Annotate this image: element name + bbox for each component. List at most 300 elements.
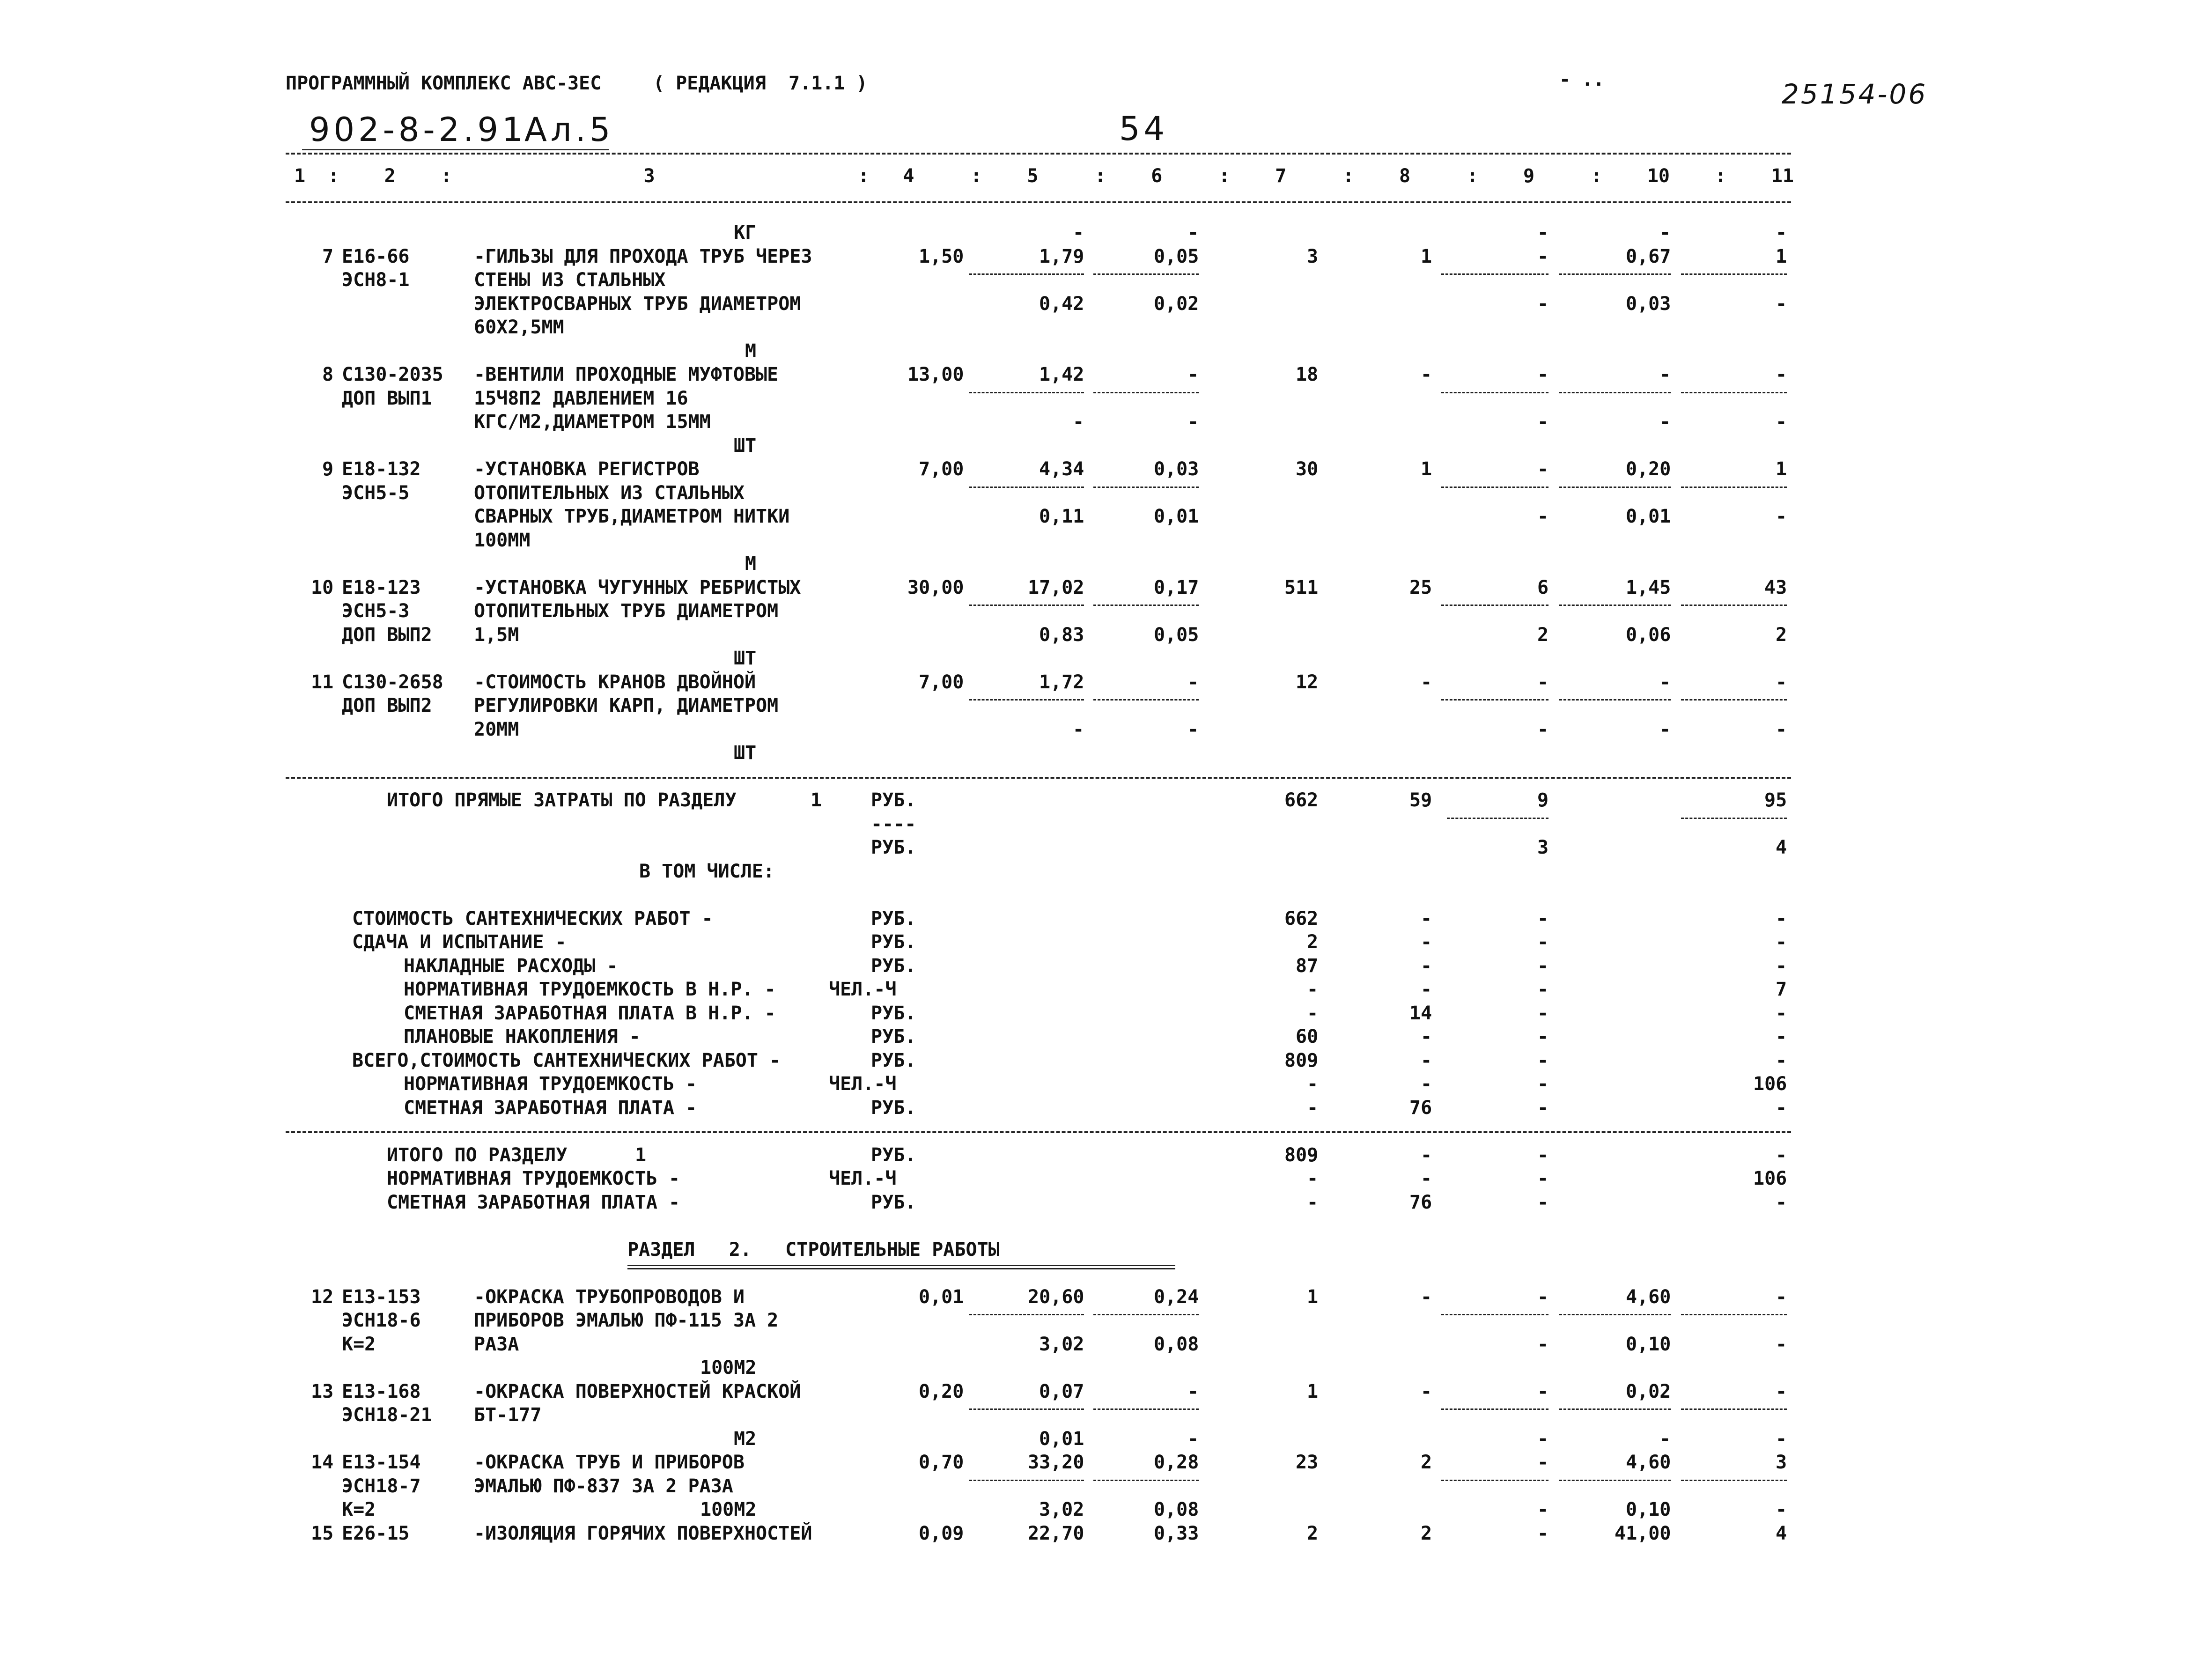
cell-c8: - [1421,1286,1432,1308]
cell-c9: - [1537,1026,1549,1047]
sub-rule [1681,273,1787,275]
sub-rule [1093,699,1199,700]
cell-vtom: В ТОМ ЧИСЛЕ: [639,861,774,882]
sub-rule [1093,273,1199,275]
cell-c5: 3,02 [1039,1334,1084,1355]
cell-desc: РЕГУЛИРОВКИ КАРП, ДИАМЕТРОМ [474,695,779,716]
cell-c7: 30 [1296,458,1319,480]
cell-code: Е13-154 [342,1452,421,1473]
cell-c9: - [1537,293,1549,315]
cell-c8: - [1421,1050,1432,1071]
sub-rule [969,699,1084,700]
cell-c7: 1 [1307,1286,1319,1308]
cell-code: ЭСН5-3 [342,600,410,622]
cell-c8: - [1421,364,1432,385]
cell-code: ДОП ВЫП2 [342,695,432,716]
cell-c11: 1 [1776,246,1787,267]
sub-rule [1681,699,1787,700]
section-2-underline [627,1265,1175,1269]
cell-c9: - [1537,671,1549,693]
sub-rule [1681,487,1787,488]
cell-lblA: СДАЧА И ИСПЫТАНИЕ - [352,931,567,953]
cell-c11: - [1776,931,1787,953]
cell-c7: 12 [1296,671,1319,693]
cell-desc: КГС/М2,ДИАМЕТРОМ 15ММ [474,411,711,433]
cell-desc: 1,5М [474,624,519,646]
cell-c9: - [1537,719,1549,740]
cell-c6: 0,08 [1154,1499,1199,1520]
cell-c6: - [1187,364,1199,385]
cell-unit: ШТ [734,435,757,457]
cell-c7: 662 [1284,789,1319,811]
cell-c11: - [1776,1499,1787,1520]
cell-desc: -ОКРАСКА ТРУБОПРОВОДОВ И [474,1286,745,1308]
cell-c9: - [1537,1523,1549,1544]
cell-c5: 22,70 [1028,1523,1084,1544]
sub-rule [1441,1314,1548,1315]
cell-unit: КГ [734,222,757,243]
cell-lblB: ПЛАНОВЫЕ НАКОПЛЕНИЯ - [404,1026,641,1047]
cell-c11: - [1776,1192,1787,1213]
cell-c8: 2 [1421,1523,1432,1544]
sub-rule [1559,605,1671,606]
cell-code: ДОП ВЫП2 [342,624,432,646]
cell-c9: - [1537,1097,1549,1119]
cell-c11: - [1776,908,1787,929]
cell-dsh: РУБ. [871,1144,916,1166]
sub-rule [1441,1408,1548,1410]
cell-num: 7 [322,246,334,267]
cell-desc: ПРИБОРОВ ЭМАЛЬЮ ПФ-115 ЗА 2 [474,1310,779,1331]
cell-desc: -ИЗОЛЯЦИЯ ГОРЯЧИХ ПОВЕРХНОСТЕЙ [474,1523,812,1544]
cell-num: 15 [311,1523,334,1544]
cell-c11: 7 [1776,979,1787,1000]
cell-c11: - [1776,1144,1787,1166]
sub-rule [1559,699,1671,700]
sub-rule [1559,1408,1671,1410]
cell-unit: ШТ [734,742,757,764]
cell-c10: 4,60 [1626,1286,1671,1308]
cell-num: 10 [311,577,334,598]
cell-num: 8 [322,364,334,385]
cell-code: ЭСН5-5 [342,482,410,504]
cell-c5: - [1073,719,1084,740]
cell-c5: 0,01 [1039,1428,1084,1450]
cell-c11: - [1776,411,1787,433]
cell-c9: - [1537,1452,1549,1473]
cell-desc: -ОКРАСКА ТРУБ И ПРИБОРОВ [474,1452,745,1473]
cell-c6: 0,01 [1154,506,1199,527]
cell-c11: - [1776,1381,1787,1402]
sub-rule [1093,605,1199,606]
cell-c10: 0,06 [1626,624,1671,646]
sub-rule [1681,1314,1787,1315]
cell-c11: - [1776,1097,1787,1119]
sub-rule [1559,1480,1671,1481]
cell-c6: 0,33 [1154,1523,1199,1544]
cell-c4: 13,00 [907,364,964,385]
cell-c7: 60 [1296,1026,1319,1047]
cell-c8: - [1421,955,1432,977]
cell-c11: - [1776,671,1787,693]
sub-rule [1441,1480,1548,1481]
cell-c8: - [1421,908,1432,929]
sub-rule [969,1408,1084,1410]
sub-rule [1441,487,1548,488]
cell-c5: 20,60 [1028,1286,1084,1308]
cell-c8: - [1421,931,1432,953]
cell-desc: СТЕНЫ ИЗ СТАЛЬНЫХ [474,269,666,291]
cell-c11: 1 [1776,458,1787,480]
cell-lblB: НАКЛАДНЫЕ РАСХОДЫ - [404,955,618,977]
totals-sub-rule [1447,818,1548,819]
cell-desc: -УСТАНОВКА ЧУГУННЫХ РЕБРИСТЫХ [474,577,801,598]
cell-c6: - [1187,719,1199,740]
cell-c7: 511 [1284,577,1319,598]
cell-desc: -ГИЛЬЗЫ ДЛЯ ПРОХОДА ТРУБ ЧЕРЕЗ [474,246,812,267]
sub-rule [969,1314,1084,1315]
cell-code: С130-2658 [342,671,443,693]
handwritten-ref: 25154-06 [1782,78,1928,110]
cell-c11: - [1776,222,1787,243]
cell-c7: - [1307,1168,1319,1189]
cell-c11: 4 [1776,1523,1787,1544]
sub-rule [1441,273,1548,275]
cell-dsh: РУБ. [871,1192,916,1213]
cell-c4: 0,09 [919,1523,964,1544]
cell-c9: - [1537,411,1549,433]
cell-uw: ЧЕЛ.-Ч [829,1168,897,1189]
doc-number: 902-8-2.91 [309,111,527,149]
cell-c5: 1,42 [1039,364,1084,385]
cell-dsh: ---- [871,813,916,835]
cell-desc: -ОКРАСКА ПОВЕРХНОСТЕЙ КРАСКОЙ [474,1381,801,1402]
cell-c6: - [1187,222,1199,243]
cell-c10: 0,02 [1626,1381,1671,1402]
cell-lblA: ВСЕГО,СТОИМОСТЬ САНТЕХНИЧЕСКИХ РАБОТ - [352,1050,781,1071]
cell-desc: -ВЕНТИЛИ ПРОХОДНЫЕ МУФТОВЫЕ [474,364,779,385]
cell-num: 11 [311,671,334,693]
cell-c8: - [1421,1144,1432,1166]
cell-c11: 3 [1776,1452,1787,1473]
cell-c11: 2 [1776,624,1787,646]
cell-c11: - [1776,1428,1787,1450]
cell-c9: - [1537,1168,1549,1189]
cell-c5: 0,42 [1039,293,1084,315]
cell-c9: 9 [1537,789,1549,811]
cell-c11: - [1776,1334,1787,1355]
cell-c7: 23 [1296,1452,1319,1473]
cell-c5: - [1073,222,1084,243]
cell-c11: 106 [1753,1073,1787,1095]
cell-c9: - [1537,955,1549,977]
cell-lbl: ИТОГО ПО РАЗДЕЛУ [387,1144,568,1166]
cell-c11: 4 [1776,837,1787,858]
cell-c9: - [1537,506,1549,527]
cell-c8: 76 [1409,1192,1432,1213]
program-title: ПРОГРАММНЫЙ КОМПЛЕКС АВС-3ЕС [286,73,602,94]
cell-c8: 2 [1421,1452,1432,1473]
cell-c5: 3,02 [1039,1499,1084,1520]
cell-c4: 30,00 [907,577,964,598]
cell-c7: - [1307,979,1319,1000]
page-number: 54 [1119,110,1169,148]
cell-c7: - [1307,1003,1319,1024]
cell-c9: - [1537,1073,1549,1095]
cell-uw: ЧЕЛ.-Ч [829,979,897,1000]
cell-c4: 7,00 [919,458,964,480]
totals-rule [286,777,1791,779]
cell-c8: 1 [1421,246,1432,267]
cell-dsh: РУБ. [871,1003,916,1024]
sub-rule [1093,392,1199,393]
sub-rule [1681,1480,1787,1481]
cell-num: 12 [311,1286,334,1308]
cell-lblB: СМЕТНАЯ ЗАРАБОТНАЯ ПЛАТА - [404,1097,697,1119]
cell-dsh: РУБ. [871,837,916,858]
cell-code: С130-2035 [342,364,443,385]
cell-dsh: РУБ. [871,1026,916,1047]
cell-lbl: НОРМАТИВНАЯ ТРУДОЕМКОСТЬ - [387,1168,680,1189]
cell-dsh: РУБ. [871,931,916,953]
sub-rule [1093,1480,1199,1481]
cell-c11: - [1776,1050,1787,1071]
cell-c8: 1 [1421,458,1432,480]
cell-unit: 100М2 [700,1357,757,1379]
cell-c8: - [1421,671,1432,693]
cell-unit: ШТ [734,648,757,669]
sub-rule [969,273,1084,275]
cell-c8: 25 [1409,577,1432,598]
cell-c9: - [1537,1192,1549,1213]
cell-c5: 0,11 [1039,506,1084,527]
cell-uw: ЧЕЛ.-Ч [829,1073,897,1095]
cell-c7: 2 [1307,931,1319,953]
cell-c5: 1,72 [1039,671,1084,693]
cell-c10: - [1659,1428,1671,1450]
sub-rule [1441,699,1548,700]
cell-c7: 2 [1307,1523,1319,1544]
cell-c5: 0,07 [1039,1381,1084,1402]
cell-c11: - [1776,955,1787,977]
sub-rule [1441,392,1548,393]
cell-c6: 0,05 [1154,246,1199,267]
cell-c10: - [1659,719,1671,740]
sub-rule [1681,605,1787,606]
cell-desc: ЭЛЕКТРОСВАРНЫХ ТРУБ ДИАМЕТРОМ [474,293,801,315]
sub-rule [1441,605,1548,606]
cell-unit: М2 [734,1428,757,1450]
cell-c7: 809 [1284,1050,1319,1071]
cell-c7: - [1307,1192,1319,1213]
sub-rule [969,392,1084,393]
cell-c11: 95 [1764,789,1787,811]
cell-c6: 0,02 [1154,293,1199,315]
cell-c9: - [1537,364,1549,385]
cell-unit: М [745,340,757,362]
cell-c11: 106 [1753,1168,1787,1189]
cell-c10: 0,03 [1626,293,1671,315]
cell-c10: 0,10 [1626,1334,1671,1355]
sub-rule [1093,1314,1199,1315]
cell-desc: 20ММ [474,719,519,740]
cell-c8: - [1421,1026,1432,1047]
cell-code: К=2 [342,1334,376,1355]
header-rule-top [286,153,1791,155]
cell-c10: - [1659,411,1671,433]
cell-c6: - [1187,1381,1199,1402]
cell-c4: 0,01 [919,1286,964,1308]
cell-dsh: РУБ. [871,1097,916,1119]
cell-desc: БТ-177 [474,1404,542,1426]
cell-c9: 2 [1537,624,1549,646]
cell-code: Е18-132 [342,458,421,480]
cell-c11: - [1776,1026,1787,1047]
cell-c11: - [1776,293,1787,315]
cell-lblB: НОРМАТИВНАЯ ТРУДОЕМКОСТЬ В Н.Р. - [404,979,776,1000]
cell-code: Е13-168 [342,1381,421,1402]
cell-code: ЭСН18-21 [342,1404,432,1426]
cell-c6: - [1187,1428,1199,1450]
cell-lbl: ИТОГО ПРЯМЫЕ ЗАТРАТЫ ПО РАЗДЕЛУ [387,789,737,811]
cell-c4: 1,50 [919,246,964,267]
cell-code: К=2 [342,1499,376,1520]
cell-desc: РАЗА [474,1334,519,1355]
cell-c4: 0,20 [919,1381,964,1402]
doc-number-underline [302,149,609,150]
cell-c10: - [1659,222,1671,243]
cell-c11: - [1776,1286,1787,1308]
cell-c7: 18 [1296,364,1319,385]
cell-c6: 0,17 [1154,577,1199,598]
cell-desc: -УСТАНОВКА РЕГИСТРОВ [474,458,700,480]
edition-label: ( РЕДАКЦИЯ 7.1.1 ) [653,73,868,94]
cell-c9: 6 [1537,577,1549,598]
sub-rule [1093,487,1199,488]
cell-c6: - [1187,411,1199,433]
cell-c9: - [1537,222,1549,243]
cell-code: Е18-123 [342,577,421,598]
cell-c8: - [1421,1073,1432,1095]
sub-rule [1559,392,1671,393]
sub-rule [969,487,1084,488]
cell-desc: 100ММ [474,530,531,551]
cell-c10: 0,10 [1626,1499,1671,1520]
header-rule-bottom [286,201,1791,203]
cell-c9: - [1537,1144,1549,1166]
cell-num: 13 [311,1381,334,1402]
cell-c11: - [1776,1003,1787,1024]
cell-c9: - [1537,246,1549,267]
sub-rule [1559,273,1671,275]
cell-c6: 0,08 [1154,1334,1199,1355]
cell-c9: - [1537,931,1549,953]
cell-lbl: СМЕТНАЯ ЗАРАБОТНАЯ ПЛАТА - [387,1192,680,1213]
cell-c10: 0,01 [1626,506,1671,527]
cell-dsh: РУБ. [871,908,916,929]
cell-c6: 0,05 [1154,624,1199,646]
cell-code: ДОП ВЫП1 [342,388,432,409]
cell-c10: - [1659,671,1671,693]
cell-c4: 0,70 [919,1452,964,1473]
cell-c7: 809 [1284,1144,1319,1166]
cell-c9: - [1537,1286,1549,1308]
cell-num: 14 [311,1452,334,1473]
cell-num: 9 [322,458,334,480]
cell-lblA: СТОИМОСТЬ САНТЕХНИЧЕСКИХ РАБОТ - [352,908,713,929]
cell-c5: 17,02 [1028,577,1084,598]
cell-c11: - [1776,506,1787,527]
totals-sub-rule [1681,818,1787,819]
cell-desc: ОТОПИТЕЛЬНЫХ ТРУБ ДИАМЕТРОМ [474,600,779,622]
cell-lblB: СМЕТНАЯ ЗАРАБОТНАЯ ПЛАТА В Н.Р. - [404,1003,776,1024]
cell-c9: - [1537,458,1549,480]
cell-c8: - [1421,1168,1432,1189]
cell-c10: 1,45 [1626,577,1671,598]
cell-c7: - [1307,1097,1319,1119]
cell-c8: 14 [1409,1003,1432,1024]
sub-rule [1093,1408,1199,1410]
cell-c4: 7,00 [919,671,964,693]
cell-c7: 3 [1307,246,1319,267]
cell-c7: - [1307,1073,1319,1095]
cell-c9: - [1537,1003,1549,1024]
cell-c11: - [1776,364,1787,385]
cell-c11: 43 [1764,577,1787,598]
cell-c6: 0,03 [1154,458,1199,480]
cell-c8: - [1421,979,1432,1000]
cell-code: ЭСН18-7 [342,1475,421,1497]
sub-rule [1559,1314,1671,1315]
cell-c8: - [1421,1381,1432,1402]
cell-c9: - [1537,1050,1549,1071]
cell-c7: 662 [1284,908,1319,929]
cell-c9: - [1537,1381,1549,1402]
column-header-row: 1 : 2 : 3 : 4 : 5 : 6 : 7 : 8 : 9 : 10 : 11 [294,165,1794,187]
cell-c8: 76 [1409,1097,1432,1119]
cell-c10: 4,60 [1626,1452,1671,1473]
cell-c5: 1,79 [1039,246,1084,267]
cell-c9: - [1537,908,1549,929]
sub-rule [969,1480,1084,1481]
cell-code: Е16-66 [342,246,410,267]
cell-desc: ОТОПИТЕЛЬНЫХ ИЗ СТАЛЬНЫХ [474,482,745,504]
cell-c11: - [1776,719,1787,740]
cell-c8: 59 [1409,789,1432,811]
cell-code: ЭСН8-1 [342,269,410,291]
cell-sec: РАЗДЕЛ 2. СТРОИТЕЛЬНЫЕ РАБОТЫ [627,1239,1000,1261]
cell-desc: -СТОИМОСТЬ КРАНОВ ДВОЙНОЙ [474,671,756,693]
cell-c10: 41,00 [1615,1523,1671,1544]
cell-code: ЭСН18-6 [342,1310,421,1331]
sub-rule [1681,1408,1787,1410]
cell-desc: СВАРНЫХ ТРУБ,ДИАМЕТРОМ НИТКИ [474,506,790,527]
cell-c9: - [1537,1334,1549,1355]
cell-code: Е26-15 [342,1523,410,1544]
section-rule [286,1131,1791,1133]
margin-marks: - .. [1559,69,1605,90]
cell-c9: - [1537,1428,1549,1450]
cell-c10: 0,20 [1626,458,1671,480]
cell-c9: - [1537,1499,1549,1520]
cell-dsh: РУБ. [871,789,916,811]
cell-code: Е13-153 [342,1286,421,1308]
cell-sum1: 1 [811,789,822,811]
album-label: Ал.5 [524,111,614,149]
cell-c6: 0,24 [1154,1286,1199,1308]
cell-dsh: РУБ. [871,1050,916,1071]
cell-c7: 87 [1296,955,1319,977]
